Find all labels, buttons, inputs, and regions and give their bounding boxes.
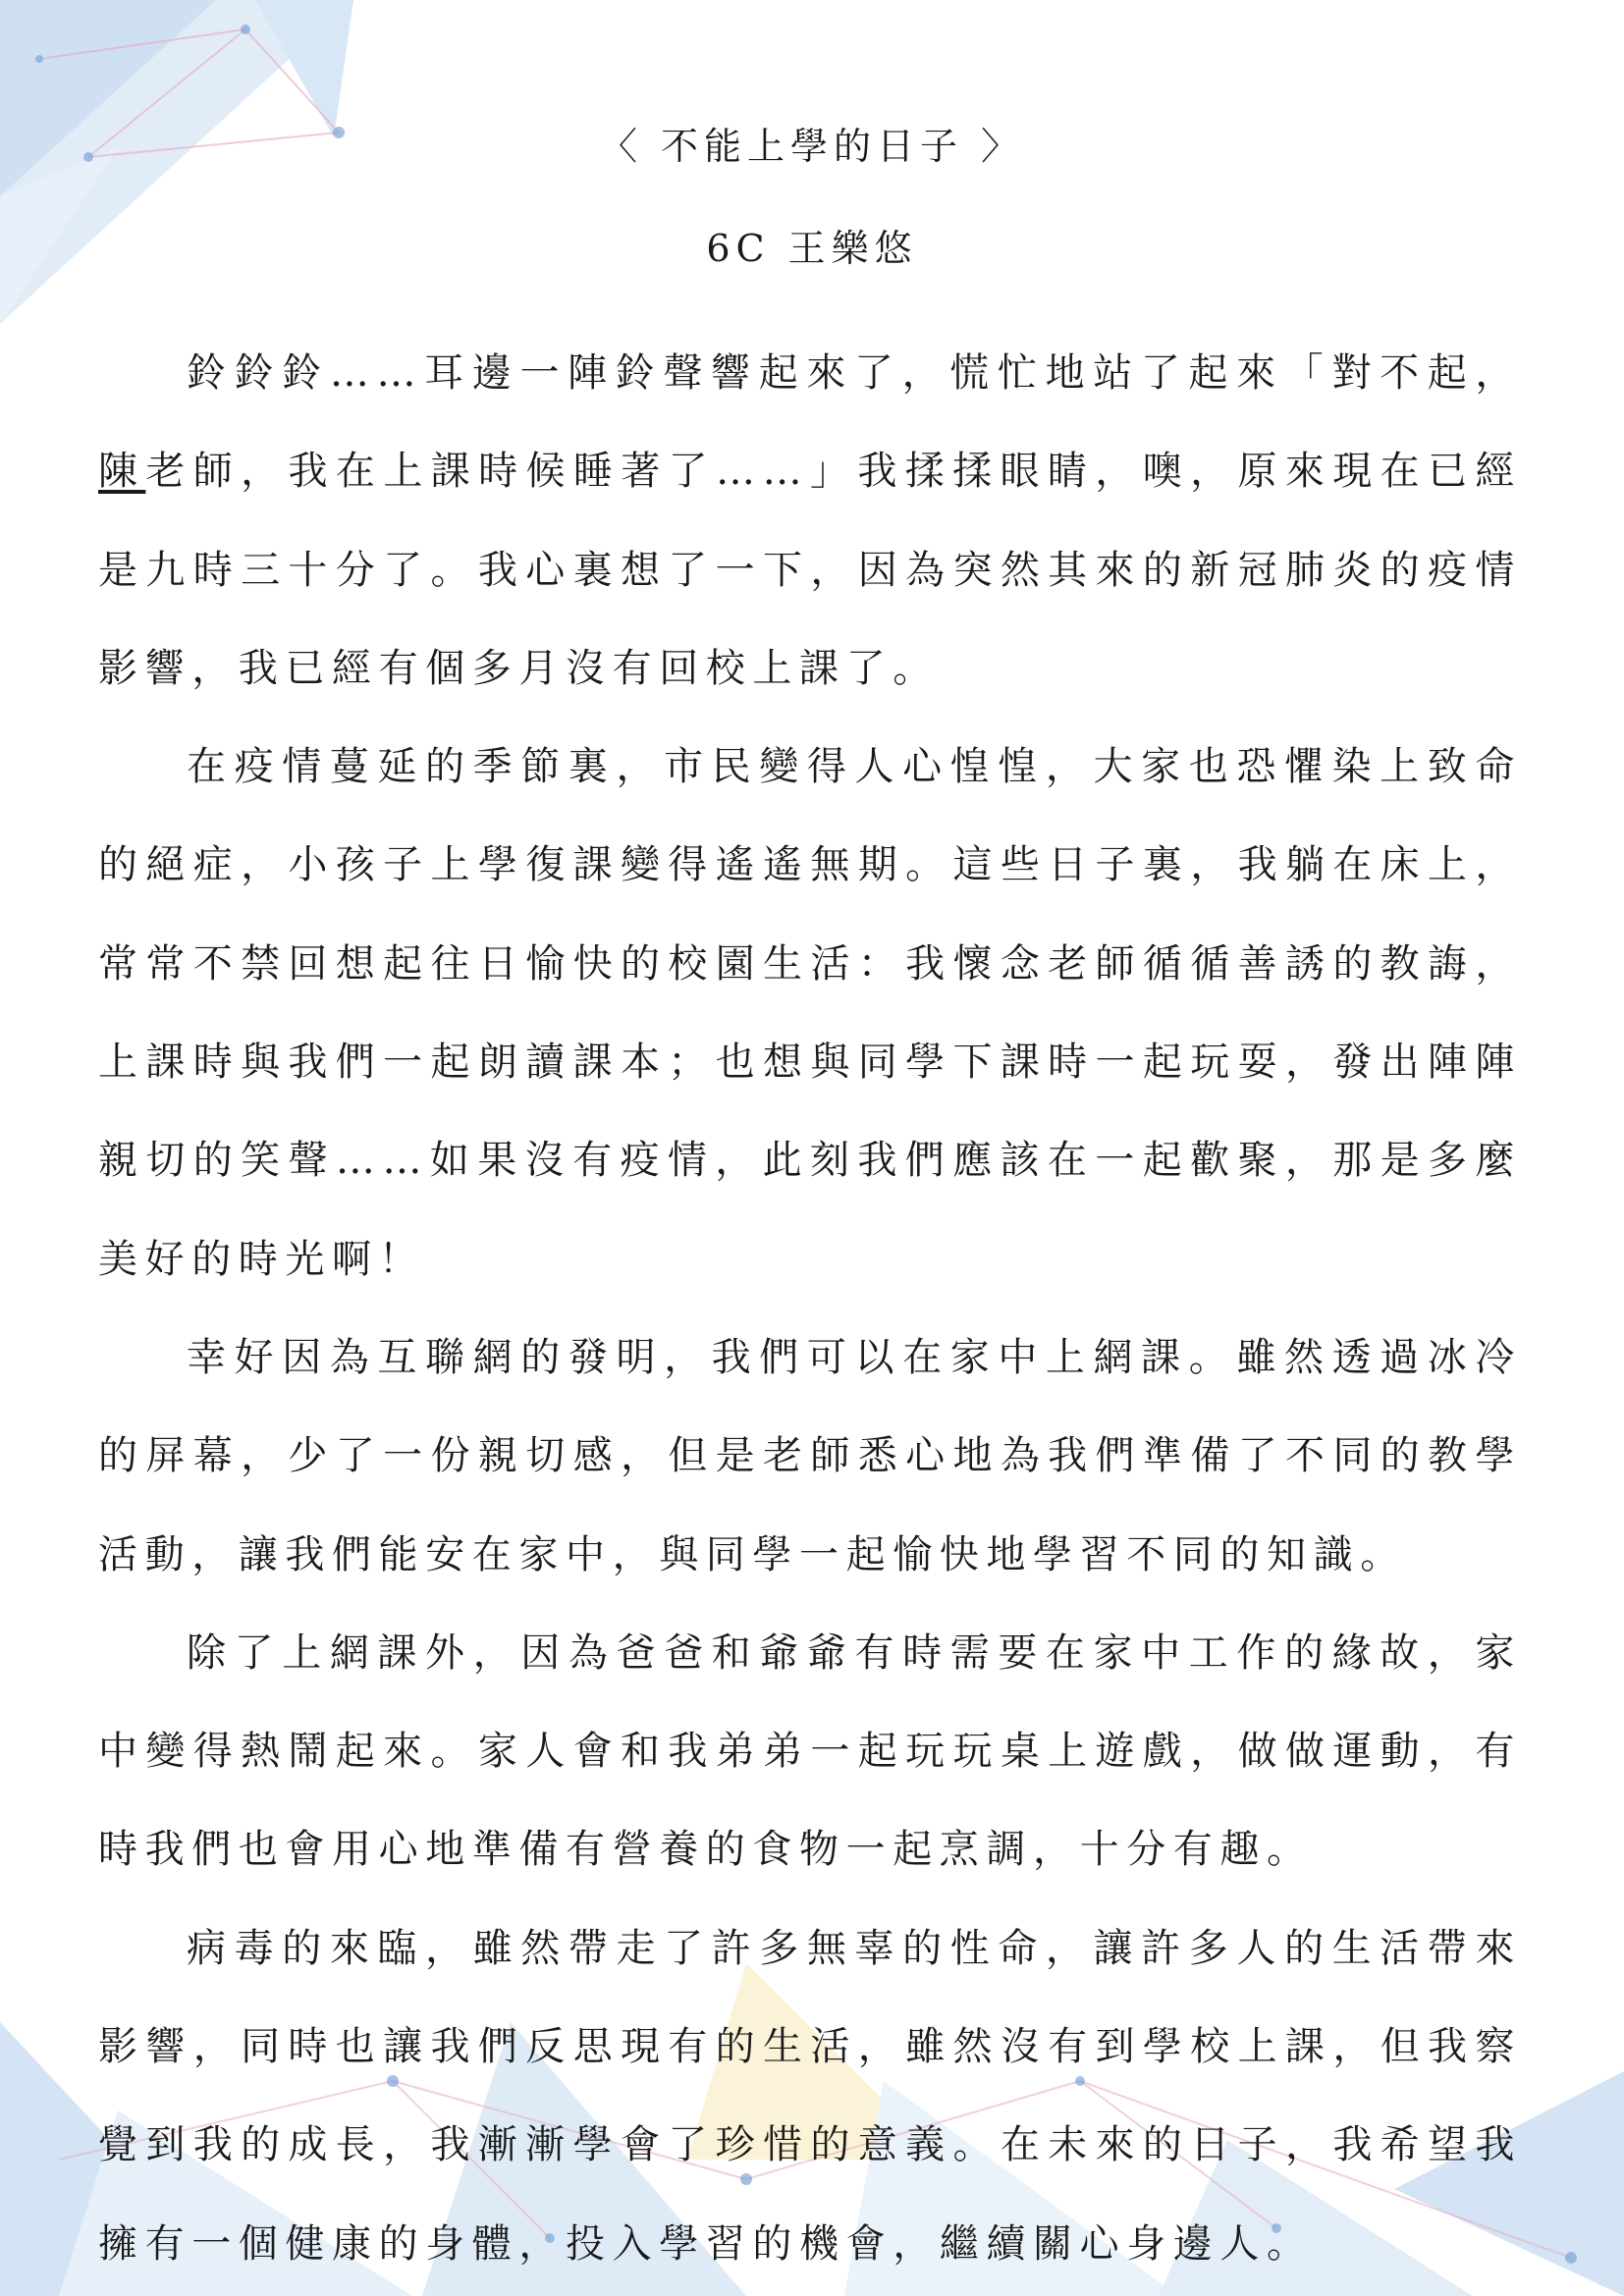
paragraph: 除了上網課外，因為爸爸和爺爺有時需要在家中工作的緣故，家中變得熱鬧起來。家人會和我弟弟一起玩玩桌上遊戲，做做運動，有時我們也會用心地準備有營養的食物一起烹調，十分有趣。 xyxy=(98,1629,1522,1873)
paragraph: 鈴鈴鈴……耳邊一陣鈴聲響起來了，慌忙地站了起來「對不起，陳老師，我在上課時候睡著了……」我揉揉眼睛，噢，原來現在已經是九時三十分了。我心裏想了一下，因為突然其來的新冠肺炎的疫情影響，我已經有個多月沒有回校上課了。 xyxy=(98,350,1522,691)
underlined-name: 陳 xyxy=(98,449,146,495)
paragraph: 病毒的來臨，雖然帶走了許多無辜的性命，讓許多人的生活帶來影響，同時也讓我們反思現有的生活，雖然沒有到學校上課，但我察覺到我的成長，我漸漸學會了珍惜的意義。在未來的日子，我希望我擁有一個健康的身體，投入學習的機會，繼續關心身邊人。 xyxy=(98,1925,1522,2267)
essay-body xyxy=(98,324,1522,2293)
essay-title: 〈 不能上學的日子 〉 xyxy=(599,125,1025,168)
paragraph: 在疫情蔓延的季節裏，市民變得人心惶惶，大家也恐懼染上致命的絕症，小孩子上學復課變得遙遙無期。這些日子裏，我躺在床上，常常不禁回想起往日愉快的校園生活：我懷念老師循循善誘的教誨，上課時與我們一起朗讀課本；也想與同學下課時一起玩耍，發出陣陣親切的笑聲……如果沒有疫情，此刻我們應該在一起歡聚，那是多麼美好的時光啊！ xyxy=(98,744,1522,1282)
essay-author: 6C 王樂悠 xyxy=(706,227,918,270)
paragraph: 幸好因為互聯網的發明，我們可以在家中上網課。雖然透過冰冷的屏幕，少了一份親切感，但是老師悉心地為我們準備了不同的教學活動，讓我們能安在家中，與同學一起愉快地學習不同的知識。 xyxy=(98,1334,1522,1577)
